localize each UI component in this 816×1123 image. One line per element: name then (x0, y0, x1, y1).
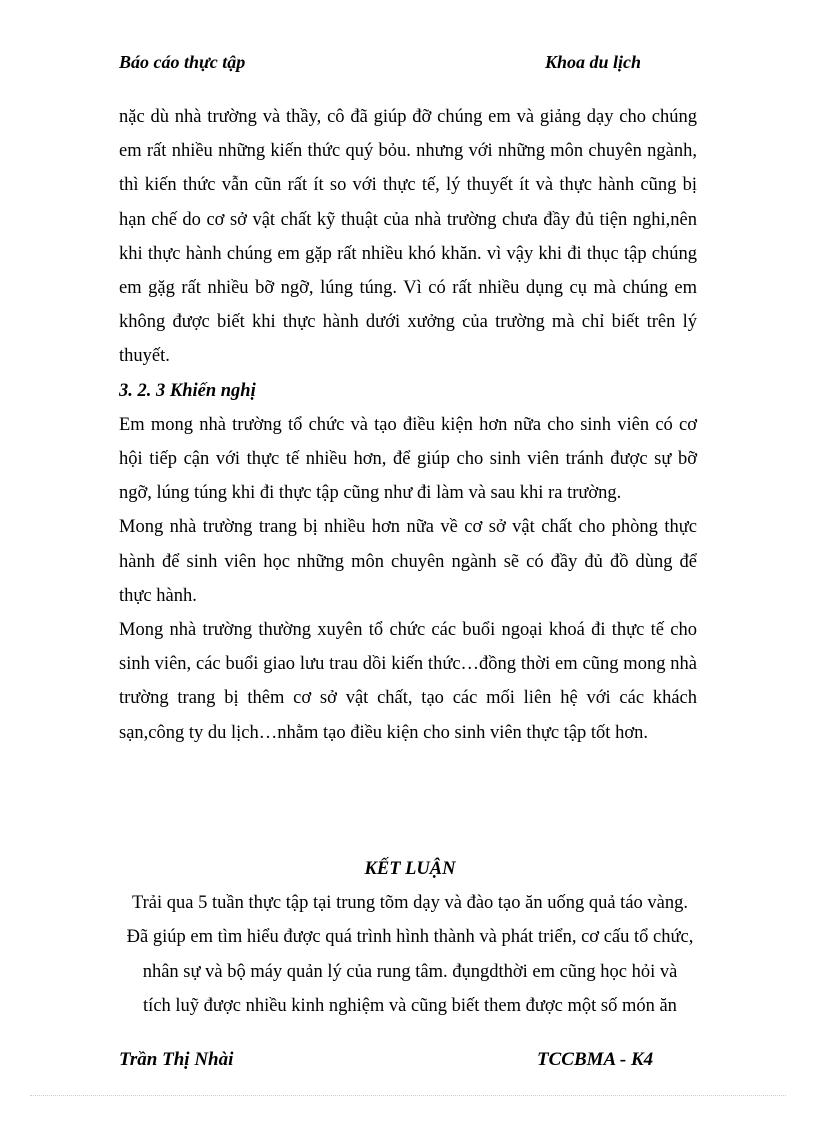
footer-class-code: TCCBMA - K4 (537, 1049, 654, 1070)
page-header (119, 52, 649, 78)
body-paragraph: nặc dù nhà trường và thầy, cô đã giúp đỡ chúng em và giảng dạy cho chúng em rất nhiều những kiến thức quý bỏu. nhưng với những môn chuyên ngành, thì kiến thức vẫn cũn rất ít so với thực tế, lý thuyết ít và thực hành cũng bị hạn chế do cơ sở vật chất kỹ thuật của nhà trường chưa đầy đủ tiện nghi,nên khi thực hành chúng em gặp rất nhiều khó khăn. vì vậy khi đi thục tập chúng em gặg rất nhiều bỡ ngỡ, lúng túng. Vì có rất nhiều dụng cụ mà chúng em không được biết khi thực hành dưới xưởng của trường mà chỉ biết trên lý thuyết. (119, 107, 697, 367)
conclusion-title: KẾT LUẬN (364, 859, 456, 879)
header-faculty-name: Khoa du lịch (545, 52, 642, 72)
conclusion-line: Trải qua 5 tuần thực tập tại trung tõm dạy và đào tạo ăn uống quả táo vàng. (132, 893, 688, 914)
conclusion-line: nhân sự và bộ máy quản lý của rung tâm. đụngdthời em cũng học hỏi và (142, 961, 678, 982)
body-paragraph: Mong nhà trường trang bị nhiều hơn nữa về cơ sở vật chất cho phòng thực hành để sinh viên học những môn chuyên ngành sẽ có đầy đủ đồ dùng để thực hành. (119, 517, 697, 606)
page-bottom-divider (30, 1095, 786, 1096)
section-heading: 3. 2. 3 Khiến nghị (119, 380, 256, 401)
page-footer (119, 1049, 659, 1075)
footer-author-name: Trần Thị Nhài (119, 1049, 234, 1070)
conclusion-line: tích luỹ được nhiều kinh nghiệm và cũng biết them được một số món ăn (143, 995, 677, 1016)
conclusion-section (100, 852, 720, 1023)
document-body (119, 100, 697, 750)
header-report-title: Báo cáo thực tập (119, 52, 246, 72)
body-paragraph: Em mong nhà trường tổ chức và tạo điều kiện hơn nữa cho sinh viên có cơ hội tiếp cận với thực tế nhiều hơn, để giúp cho sinh viên tránh được sự bỡ ngỡ, lúng túng khi đi thực tập cũng như đi làm và sau khi ra trường. (119, 414, 697, 504)
conclusion-line: Đã giúp em tìm hiểu được quá trình hình thành và phát triển, cơ cấu tổ chức, (126, 927, 694, 948)
body-paragraph: Mong nhà trường thường xuyên tổ chức các buổi ngoại khoá đi thực tế cho sinh viên, các buổi giao lưu trau dồi kiến thức…đồng thời em cũng mong nhà trường trang bị thêm cơ sở vật chất, tạo các mối liên hệ với các khách sạn,công ty du lịch…nhằm tạo điều kiện cho sinh viên thực tập tốt hơn. (119, 620, 697, 743)
